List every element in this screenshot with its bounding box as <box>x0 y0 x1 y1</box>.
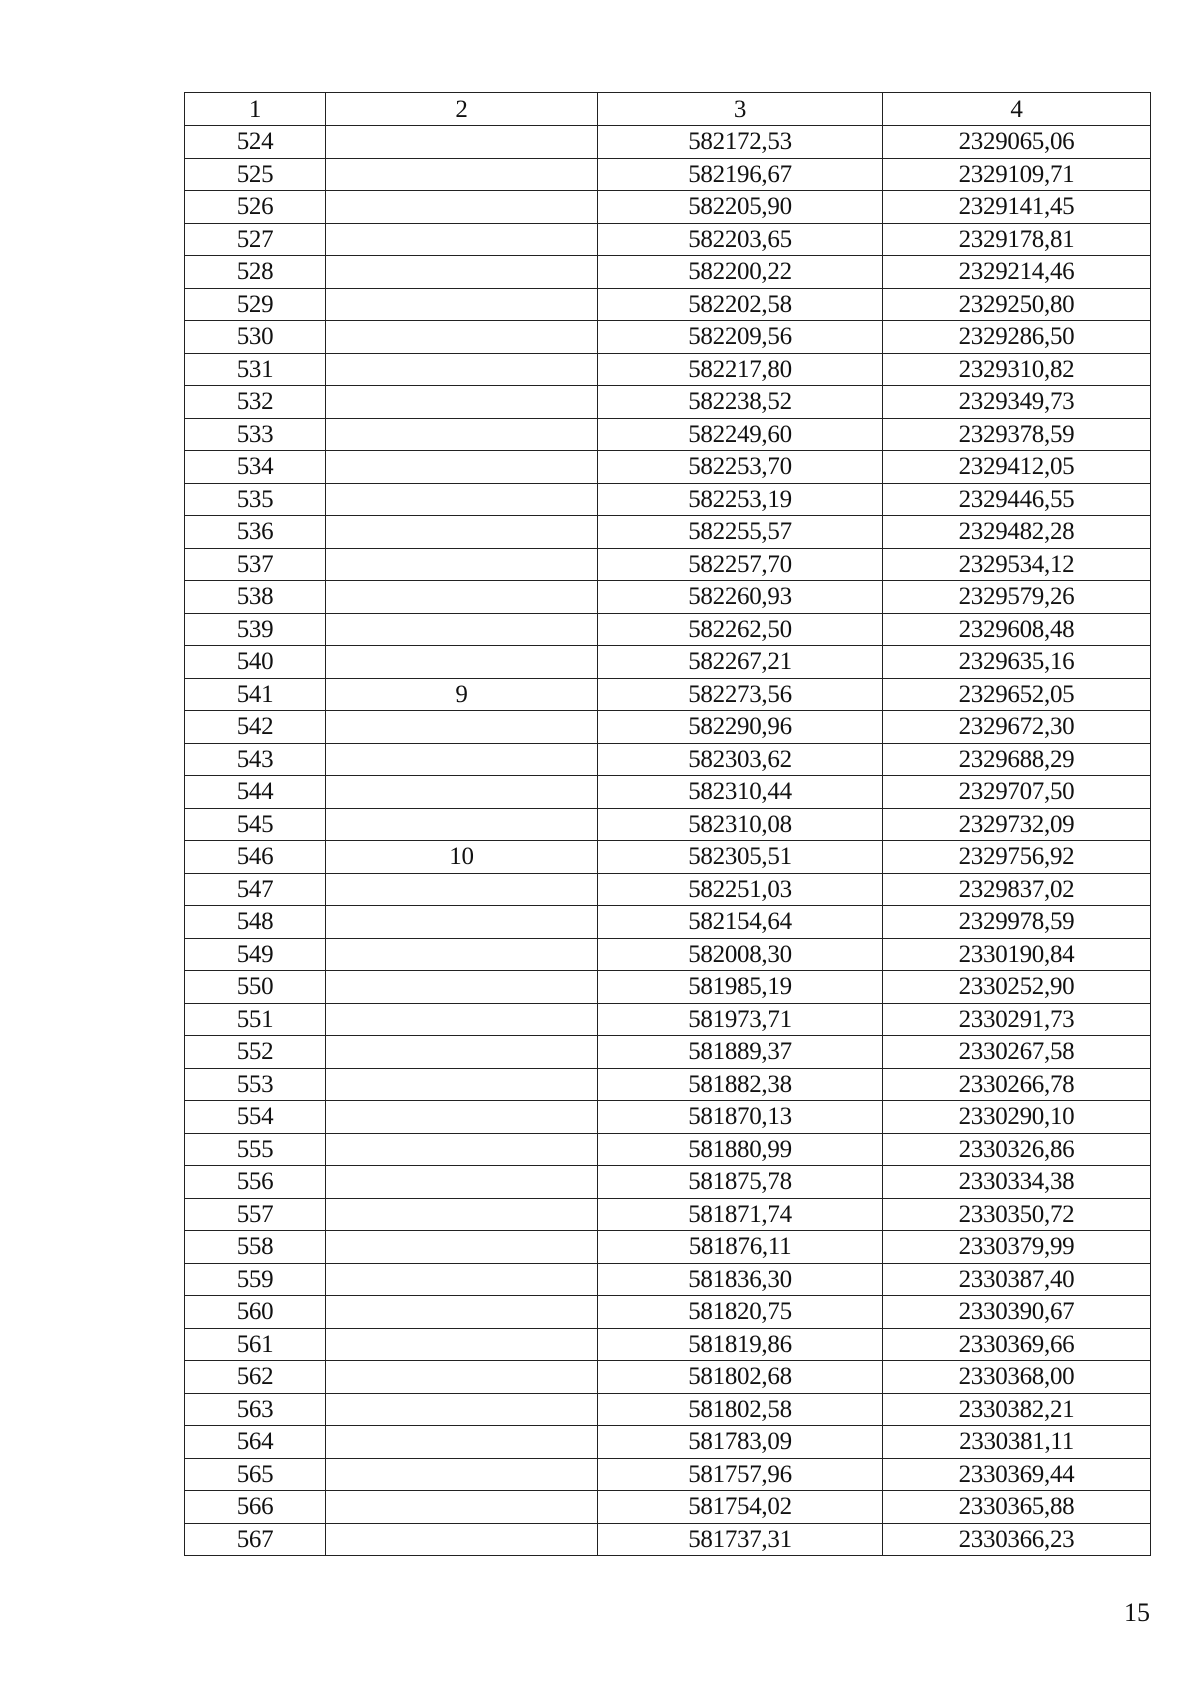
group-cell <box>326 646 598 679</box>
group-cell <box>326 1003 598 1036</box>
point-number-cell: 564 <box>185 1426 326 1459</box>
group-cell <box>326 158 598 191</box>
table-body <box>185 126 1151 1556</box>
column-header-1: 1 <box>185 93 326 126</box>
group-cell <box>326 1361 598 1394</box>
table-header <box>185 93 1151 126</box>
x-coordinate-cell: 582196,67 <box>598 158 883 191</box>
x-coordinate-cell: 582303,62 <box>598 743 883 776</box>
group-cell <box>326 906 598 939</box>
group-cell <box>326 516 598 549</box>
point-number-cell: 547 <box>185 873 326 906</box>
point-number-cell: 557 <box>185 1198 326 1231</box>
group-cell <box>326 1068 598 1101</box>
y-coordinate-cell: 2330252,90 <box>883 971 1151 1004</box>
group-cell <box>326 613 598 646</box>
point-number-cell: 536 <box>185 516 326 549</box>
y-coordinate-cell: 2329412,05 <box>883 451 1151 484</box>
point-number-cell: 544 <box>185 776 326 809</box>
y-coordinate-cell: 2329688,29 <box>883 743 1151 776</box>
table-row <box>185 646 1151 679</box>
x-coordinate-cell: 581836,30 <box>598 1263 883 1296</box>
group-cell <box>326 1166 598 1199</box>
header-row <box>185 93 1151 126</box>
y-coordinate-cell: 2330369,66 <box>883 1328 1151 1361</box>
group-cell <box>326 256 598 289</box>
point-number-cell: 533 <box>185 418 326 451</box>
y-coordinate-cell: 2329707,50 <box>883 776 1151 809</box>
table-row <box>185 126 1151 159</box>
point-number-cell: 534 <box>185 451 326 484</box>
table-row <box>185 1296 1151 1329</box>
x-coordinate-cell: 581880,99 <box>598 1133 883 1166</box>
table-row <box>185 223 1151 256</box>
x-coordinate-cell: 582262,50 <box>598 613 883 646</box>
table-row <box>185 418 1151 451</box>
group-cell <box>326 1263 598 1296</box>
table-row <box>185 808 1151 841</box>
x-coordinate-cell: 581820,75 <box>598 1296 883 1329</box>
y-coordinate-cell: 2329482,28 <box>883 516 1151 549</box>
table-row <box>185 1523 1151 1556</box>
group-cell <box>326 126 598 159</box>
group-cell <box>326 451 598 484</box>
y-coordinate-cell: 2329756,92 <box>883 841 1151 874</box>
group-cell <box>326 581 598 614</box>
y-coordinate-cell: 2329286,50 <box>883 321 1151 354</box>
table-row <box>185 191 1151 224</box>
y-coordinate-cell: 2330382,21 <box>883 1393 1151 1426</box>
y-coordinate-cell: 2330365,88 <box>883 1491 1151 1524</box>
table-row <box>185 743 1151 776</box>
point-number-cell: 558 <box>185 1231 326 1264</box>
coordinates-table <box>184 92 1151 1556</box>
group-cell <box>326 1231 598 1264</box>
x-coordinate-cell: 582202,58 <box>598 288 883 321</box>
table-row <box>185 321 1151 354</box>
y-coordinate-cell: 2329732,09 <box>883 808 1151 841</box>
x-coordinate-cell: 581973,71 <box>598 1003 883 1036</box>
table-row <box>185 548 1151 581</box>
table-row <box>185 581 1151 614</box>
x-coordinate-cell: 582305,51 <box>598 841 883 874</box>
point-number-cell: 556 <box>185 1166 326 1199</box>
x-coordinate-cell: 582154,64 <box>598 906 883 939</box>
y-coordinate-cell: 2329065,06 <box>883 126 1151 159</box>
point-number-cell: 553 <box>185 1068 326 1101</box>
y-coordinate-cell: 2329109,71 <box>883 158 1151 191</box>
point-number-cell: 543 <box>185 743 326 776</box>
x-coordinate-cell: 582251,03 <box>598 873 883 906</box>
x-coordinate-cell: 581876,11 <box>598 1231 883 1264</box>
table-row <box>185 256 1151 289</box>
group-cell: 9 <box>326 678 598 711</box>
point-number-cell: 566 <box>185 1491 326 1524</box>
group-cell <box>326 321 598 354</box>
y-coordinate-cell: 2329579,26 <box>883 581 1151 614</box>
group-cell: 10 <box>326 841 598 874</box>
y-coordinate-cell: 2330267,58 <box>883 1036 1151 1069</box>
table-row <box>185 938 1151 971</box>
x-coordinate-cell: 581870,13 <box>598 1101 883 1134</box>
y-coordinate-cell: 2329652,05 <box>883 678 1151 711</box>
point-number-cell: 537 <box>185 548 326 581</box>
group-cell <box>326 1133 598 1166</box>
point-number-cell: 561 <box>185 1328 326 1361</box>
page-number: 15 <box>1124 1598 1150 1627</box>
x-coordinate-cell: 582253,19 <box>598 483 883 516</box>
group-cell <box>326 1458 598 1491</box>
group-cell <box>326 971 598 1004</box>
y-coordinate-cell: 2329310,82 <box>883 353 1151 386</box>
point-number-cell: 530 <box>185 321 326 354</box>
y-coordinate-cell: 2330334,38 <box>883 1166 1151 1199</box>
point-number-cell: 555 <box>185 1133 326 1166</box>
point-number-cell: 552 <box>185 1036 326 1069</box>
point-number-cell: 550 <box>185 971 326 1004</box>
point-number-cell: 567 <box>185 1523 326 1556</box>
point-number-cell: 531 <box>185 353 326 386</box>
y-coordinate-cell: 2330379,99 <box>883 1231 1151 1264</box>
y-coordinate-cell: 2329672,30 <box>883 711 1151 744</box>
x-coordinate-cell: 581889,37 <box>598 1036 883 1069</box>
group-cell <box>326 873 598 906</box>
table-row <box>185 776 1151 809</box>
point-number-cell: 549 <box>185 938 326 971</box>
group-cell <box>326 483 598 516</box>
group-cell <box>326 548 598 581</box>
x-coordinate-cell: 582255,57 <box>598 516 883 549</box>
group-cell <box>326 191 598 224</box>
table-row <box>185 678 1151 711</box>
point-number-cell: 532 <box>185 386 326 419</box>
group-cell <box>326 1491 598 1524</box>
point-number-cell: 559 <box>185 1263 326 1296</box>
x-coordinate-cell: 582203,65 <box>598 223 883 256</box>
x-coordinate-cell: 582260,93 <box>598 581 883 614</box>
point-number-cell: 560 <box>185 1296 326 1329</box>
group-cell <box>326 1393 598 1426</box>
table-row <box>185 971 1151 1004</box>
y-coordinate-cell: 2329141,45 <box>883 191 1151 224</box>
x-coordinate-cell: 581882,38 <box>598 1068 883 1101</box>
point-number-cell: 525 <box>185 158 326 191</box>
point-number-cell: 562 <box>185 1361 326 1394</box>
table-row <box>185 906 1151 939</box>
table-row <box>185 483 1151 516</box>
x-coordinate-cell: 582238,52 <box>598 386 883 419</box>
point-number-cell: 563 <box>185 1393 326 1426</box>
table-row <box>185 1198 1151 1231</box>
point-number-cell: 535 <box>185 483 326 516</box>
y-coordinate-cell: 2330390,67 <box>883 1296 1151 1329</box>
table-row <box>185 1133 1151 1166</box>
table-row <box>185 1263 1151 1296</box>
point-number-cell: 524 <box>185 126 326 159</box>
group-cell <box>326 776 598 809</box>
table-row <box>185 1101 1151 1134</box>
table-row <box>185 1426 1151 1459</box>
table-row <box>185 1328 1151 1361</box>
table-row <box>185 873 1151 906</box>
x-coordinate-cell: 582200,22 <box>598 256 883 289</box>
x-coordinate-cell: 581985,19 <box>598 971 883 1004</box>
group-cell <box>326 1426 598 1459</box>
x-coordinate-cell: 581754,02 <box>598 1491 883 1524</box>
x-coordinate-cell: 582310,44 <box>598 776 883 809</box>
table-row <box>185 158 1151 191</box>
table-row <box>185 288 1151 321</box>
y-coordinate-cell: 2329608,48 <box>883 613 1151 646</box>
group-cell <box>326 386 598 419</box>
table-row <box>185 841 1151 874</box>
y-coordinate-cell: 2329214,46 <box>883 256 1151 289</box>
group-cell <box>326 1036 598 1069</box>
column-header-4: 4 <box>883 93 1151 126</box>
y-coordinate-cell: 2329378,59 <box>883 418 1151 451</box>
point-number-cell: 546 <box>185 841 326 874</box>
x-coordinate-cell: 581871,74 <box>598 1198 883 1231</box>
y-coordinate-cell: 2329178,81 <box>883 223 1151 256</box>
y-coordinate-cell: 2330290,10 <box>883 1101 1151 1134</box>
y-coordinate-cell: 2329446,55 <box>883 483 1151 516</box>
y-coordinate-cell: 2330326,86 <box>883 1133 1151 1166</box>
point-number-cell: 554 <box>185 1101 326 1134</box>
group-cell <box>326 288 598 321</box>
x-coordinate-cell: 582008,30 <box>598 938 883 971</box>
table-row <box>185 451 1151 484</box>
group-cell <box>326 743 598 776</box>
point-number-cell: 545 <box>185 808 326 841</box>
y-coordinate-cell: 2330266,78 <box>883 1068 1151 1101</box>
x-coordinate-cell: 582217,80 <box>598 353 883 386</box>
point-number-cell: 551 <box>185 1003 326 1036</box>
table-row <box>185 353 1151 386</box>
y-coordinate-cell: 2330350,72 <box>883 1198 1151 1231</box>
y-coordinate-cell: 2330291,73 <box>883 1003 1151 1036</box>
table-row <box>185 711 1151 744</box>
y-coordinate-cell: 2329349,73 <box>883 386 1151 419</box>
x-coordinate-cell: 582253,70 <box>598 451 883 484</box>
y-coordinate-cell: 2329978,59 <box>883 906 1151 939</box>
x-coordinate-cell: 582290,96 <box>598 711 883 744</box>
x-coordinate-cell: 581757,96 <box>598 1458 883 1491</box>
group-cell <box>326 711 598 744</box>
table-row <box>185 1458 1151 1491</box>
group-cell <box>326 1101 598 1134</box>
x-coordinate-cell: 581802,68 <box>598 1361 883 1394</box>
y-coordinate-cell: 2329837,02 <box>883 873 1151 906</box>
table-row <box>185 1491 1151 1524</box>
x-coordinate-cell: 582249,60 <box>598 418 883 451</box>
x-coordinate-cell: 582205,90 <box>598 191 883 224</box>
y-coordinate-cell: 2329250,80 <box>883 288 1151 321</box>
group-cell <box>326 808 598 841</box>
table-row <box>185 1036 1151 1069</box>
group-cell <box>326 1198 598 1231</box>
point-number-cell: 548 <box>185 906 326 939</box>
group-cell <box>326 1523 598 1556</box>
point-number-cell: 526 <box>185 191 326 224</box>
table-row <box>185 1003 1151 1036</box>
point-number-cell: 541 <box>185 678 326 711</box>
point-number-cell: 565 <box>185 1458 326 1491</box>
group-cell <box>326 938 598 971</box>
x-coordinate-cell: 582273,56 <box>598 678 883 711</box>
x-coordinate-cell: 582310,08 <box>598 808 883 841</box>
x-coordinate-cell: 582209,56 <box>598 321 883 354</box>
table-row <box>185 1231 1151 1264</box>
x-coordinate-cell: 582267,21 <box>598 646 883 679</box>
group-cell <box>326 1296 598 1329</box>
y-coordinate-cell: 2329534,12 <box>883 548 1151 581</box>
group-cell <box>326 418 598 451</box>
y-coordinate-cell: 2330190,84 <box>883 938 1151 971</box>
point-number-cell: 528 <box>185 256 326 289</box>
x-coordinate-cell: 581737,31 <box>598 1523 883 1556</box>
table-row <box>185 1166 1151 1199</box>
point-number-cell: 527 <box>185 223 326 256</box>
x-coordinate-cell: 581802,58 <box>598 1393 883 1426</box>
x-coordinate-cell: 581875,78 <box>598 1166 883 1199</box>
point-number-cell: 542 <box>185 711 326 744</box>
point-number-cell: 538 <box>185 581 326 614</box>
y-coordinate-cell: 2330381,11 <box>883 1426 1151 1459</box>
group-cell <box>326 223 598 256</box>
x-coordinate-cell: 582257,70 <box>598 548 883 581</box>
point-number-cell: 539 <box>185 613 326 646</box>
column-header-3: 3 <box>598 93 883 126</box>
table-row <box>185 386 1151 419</box>
group-cell <box>326 1328 598 1361</box>
column-header-2: 2 <box>326 93 598 126</box>
y-coordinate-cell: 2330369,44 <box>883 1458 1151 1491</box>
table-row <box>185 613 1151 646</box>
table-row <box>185 1361 1151 1394</box>
table-row <box>185 1068 1151 1101</box>
table-row <box>185 516 1151 549</box>
group-cell <box>326 353 598 386</box>
x-coordinate-cell: 581783,09 <box>598 1426 883 1459</box>
y-coordinate-cell: 2329635,16 <box>883 646 1151 679</box>
table-row <box>185 1393 1151 1426</box>
point-number-cell: 540 <box>185 646 326 679</box>
point-number-cell: 529 <box>185 288 326 321</box>
x-coordinate-cell: 581819,86 <box>598 1328 883 1361</box>
y-coordinate-cell: 2330387,40 <box>883 1263 1151 1296</box>
y-coordinate-cell: 2330368,00 <box>883 1361 1151 1394</box>
y-coordinate-cell: 2330366,23 <box>883 1523 1151 1556</box>
x-coordinate-cell: 582172,53 <box>598 126 883 159</box>
